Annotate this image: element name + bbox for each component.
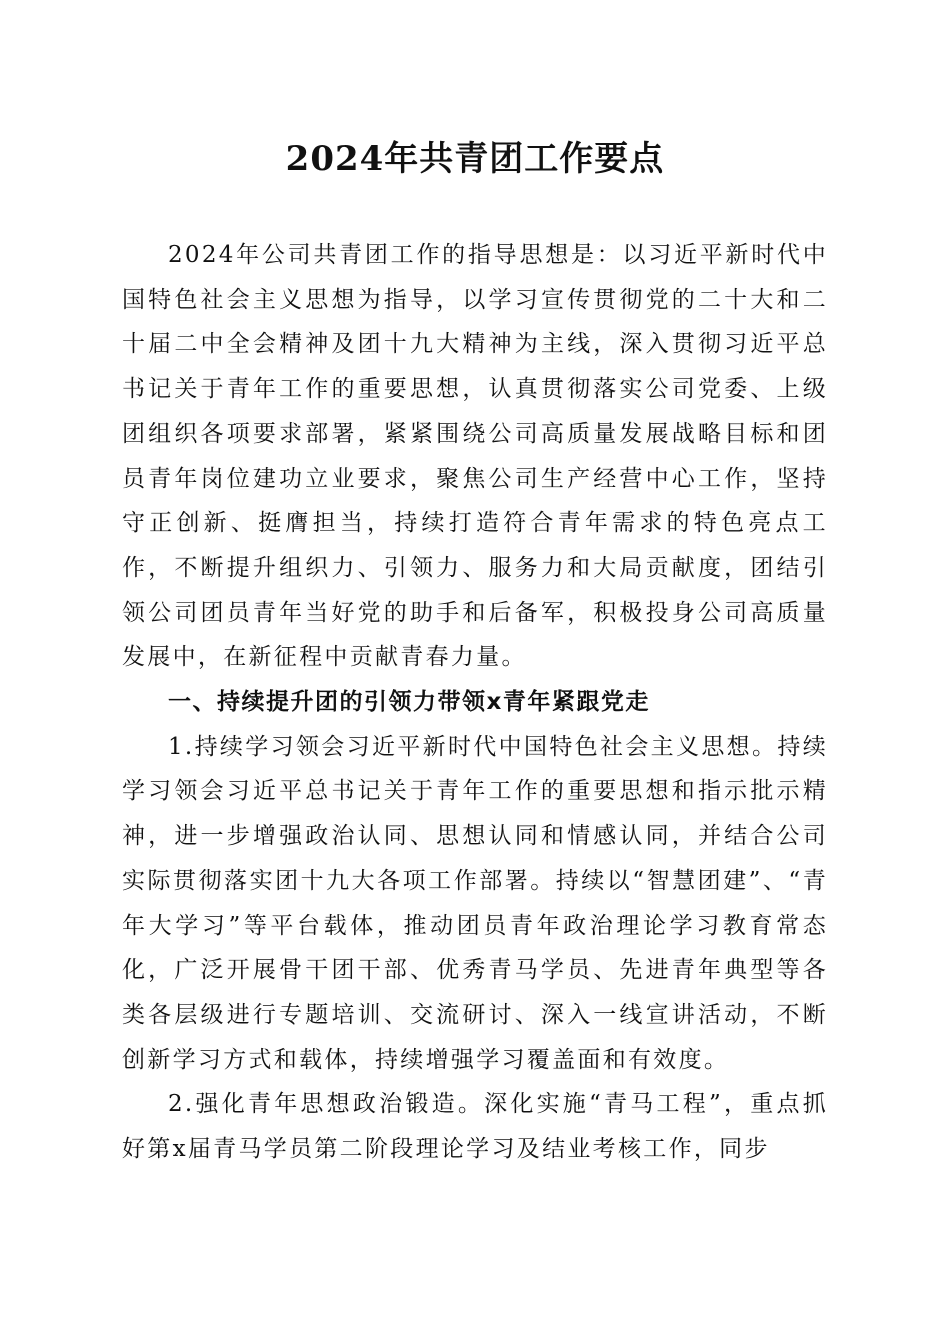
section-heading-1: 一、持续提升团的引领力带领x青年紧跟党走 bbox=[168, 689, 650, 716]
item-paragraph-2: 2.强化青年思想政治锻造。深化实施“青马工程”，重点抓好第x届青马学员第二阶段理论学习及结业考核工作，同步 bbox=[122, 1091, 828, 1163]
document-body bbox=[122, 233, 828, 1172]
intro-paragraph: 2024年公司共青团工作的指导思想是：以习近平新时代中国特色社会主义思想为指导，以学习宣传贯彻党的二十大和二十届二中全会精神及团十九大精神为主线，深入贯彻习近平总书记关于青年工作的重要思想，认真贯彻落实公司党委、上级团组织各项要求部署，紧紧围绕公司高质量发展战略目标和团员青年岗位建功立业要求，聚焦公司生产经营中心工作，坚持守正创新、挺膺担当，持续打造符合青年需求的特色亮点工作，不断提升组织力、引领力、服务力和大局贡献度，团结引领公司团员青年当好党的助手和后备军，积极投身公司高质量发展中，在新征程中贡献青春力量。 bbox=[122, 242, 828, 671]
page-title: 2024年共青团工作要点 bbox=[285, 139, 665, 179]
item-paragraph-1: 1.持续学习领会习近平新时代中国特色社会主义思想。持续学习领会习近平总书记关于青年工作的重要思想和指示批示精神，进一步增强政治认同、思想认同和情感认同，并结合公司实际贯彻落实团十九大各项工作部署。持续以“智慧团建”、“青年大学习”等平台载体，推动团员青年政治理论学习教育常态化，广泛开展骨干团干部、优秀青马学员、先进青年典型等各类各层级进行专题培训、交流研讨、深入一线宣讲活动，不断创新学习方式和载体，持续增强学习覆盖面和有效度。 bbox=[122, 733, 828, 1073]
